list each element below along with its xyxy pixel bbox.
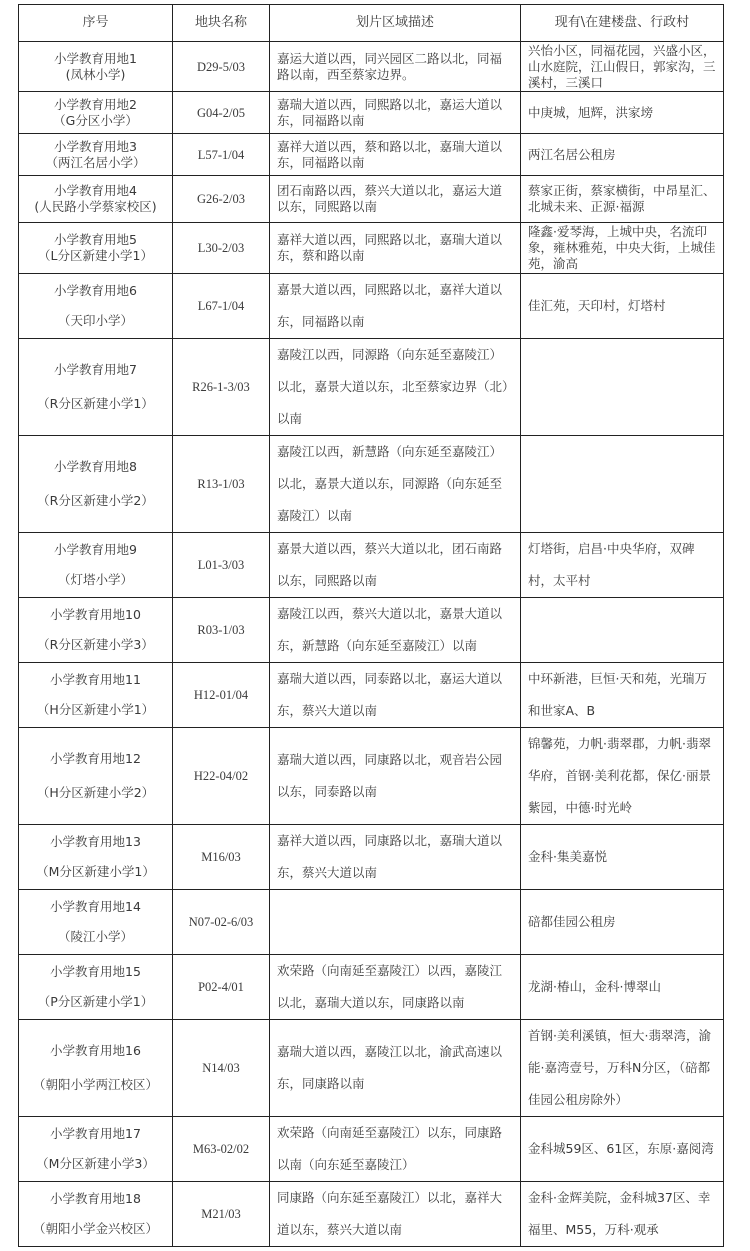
table-row: [19, 436, 724, 533]
plot-seq-label: 小学教育用地10: [50, 607, 141, 622]
estates-cell: 蔡家正街，蔡家横街，中昂星汇、北城未来、正源·福源: [521, 176, 724, 223]
zone-description-cell: 嘉祥大道以西，同熙路以北，嘉瑞大道以东，蔡和路以南: [270, 223, 521, 274]
estates-cell: 灯塔街，启昌·中央华府，双碑村，太平村: [521, 533, 724, 598]
plot-code-cell: M21/03: [173, 1182, 270, 1247]
table-row: [19, 598, 724, 663]
header-estates: 现有\在建楼盘、行政村: [521, 5, 724, 42]
school-name: （两江名居小学）: [45, 154, 146, 170]
plot-code-cell: G04-2/05: [173, 92, 270, 134]
school-name: （朝阳小学金兴校区）: [32, 1221, 158, 1236]
school-name: （R分区新建小学2）: [37, 493, 154, 508]
plot-seq-label: 小学教育用地14: [50, 899, 141, 914]
table-row: [19, 890, 724, 955]
plot-seq-cell: [19, 663, 173, 728]
plot-seq-cell: [19, 339, 173, 436]
table-row: [19, 223, 724, 274]
plot-seq-label: 小学教育用地4: [54, 183, 137, 198]
plot-code-cell: R03-1/03: [173, 598, 270, 663]
school-name: （P分区新建小学1）: [37, 994, 154, 1009]
estates-cell: 兴怡小区，同福花园，兴盛小区，山水庭院，江山假日，郭家沟，三溪村，三溪口: [521, 42, 724, 92]
plot-code-cell: R26-1-3/03: [173, 339, 270, 436]
zone-description-cell: 嘉瑞大道以西，同泰路以北，嘉运大道以东，蔡兴大道以南: [270, 663, 521, 728]
zone-description-cell: 嘉祥大道以西，蔡和路以北，嘉瑞大道以东，同福路以南: [270, 134, 521, 176]
plot-code-cell: M63-02/02: [173, 1117, 270, 1182]
plot-seq-cell: [19, 598, 173, 663]
table-row: [19, 42, 724, 92]
header-seq: 序号: [19, 5, 173, 42]
plot-seq-label: 小学教育用地1: [54, 50, 137, 66]
plot-seq-cell: [19, 955, 173, 1020]
school-name: （M分区新建小学1）: [36, 864, 155, 879]
plot-seq-label: 小学教育用地17: [50, 1126, 141, 1141]
zone-description-cell: 嘉景大道以西，同熙路以北，嘉祥大道以东，同福路以南: [270, 274, 521, 339]
plot-code-cell: L30-2/03: [173, 223, 270, 274]
school-name: （M分区新建小学3）: [36, 1156, 155, 1171]
plot-seq-cell: [19, 176, 173, 223]
table-row: [19, 134, 724, 176]
zone-description-cell: 团石南路以西，蔡兴大道以北，嘉运大道以东，同熙路以南: [270, 176, 521, 223]
estates-cell: [521, 598, 724, 663]
plot-seq-cell: [19, 1117, 173, 1182]
estates-cell: 碚都佳园公租房: [521, 890, 724, 955]
table-row: [19, 533, 724, 598]
table-row: [19, 955, 724, 1020]
table-row: [19, 1117, 724, 1182]
school-name: （R分区新建小学1）: [37, 396, 154, 411]
estates-cell: [521, 436, 724, 533]
estates-cell: 金科城59区、61区，东原·嘉阅湾: [521, 1117, 724, 1182]
plot-code-cell: G26-2/03: [173, 176, 270, 223]
plot-seq-label: 小学教育用地2: [54, 96, 137, 112]
zone-description-cell: [270, 890, 521, 955]
school-name: （L分区新建小学1）: [38, 248, 153, 263]
plot-seq-cell: [19, 274, 173, 339]
zone-description-cell: 嘉陵江以西，蔡兴大道以北，嘉景大道以东，新慧路（向东延至嘉陵江）以南: [270, 598, 521, 663]
table-row: [19, 1182, 724, 1247]
zone-description-cell: 欢荣路（向南延至嘉陵江）以西，嘉陵江以北，嘉瑞大道以东，同康路以南: [270, 955, 521, 1020]
header-plot-name: 地块名称: [173, 5, 270, 42]
table-row: [19, 1020, 724, 1117]
plot-seq-cell: [19, 890, 173, 955]
estates-cell: 金科·集美嘉悦: [521, 825, 724, 890]
plot-code-cell: N14/03: [173, 1020, 270, 1117]
plot-seq-cell: [19, 223, 173, 274]
school-name: （天印小学）: [57, 313, 133, 328]
plot-code-cell: L67-1/04: [173, 274, 270, 339]
school-name: （G分区小学）: [53, 112, 138, 128]
school-name: （朝阳小学两江校区）: [32, 1077, 158, 1092]
zone-description-cell: 嘉陵江以西，新慧路（向东延至嘉陵江）以北，嘉景大道以东，同源路（向东延至嘉陵江）以南: [270, 436, 521, 533]
estates-cell: 两江名居公租房: [521, 134, 724, 176]
estates-cell: [521, 339, 724, 436]
plot-code-cell: P02-4/01: [173, 955, 270, 1020]
plot-seq-cell: [19, 134, 173, 176]
plot-code-cell: L01-3/03: [173, 533, 270, 598]
school-name: (凤林小学): [65, 66, 126, 82]
plot-seq-cell: [19, 1020, 173, 1117]
plot-code-cell: H22-04/02: [173, 728, 270, 825]
plot-seq-cell: [19, 533, 173, 598]
school-name: （H分区新建小学2）: [36, 785, 155, 800]
table-row: [19, 92, 724, 134]
plot-code-cell: N07-02-6/03: [173, 890, 270, 955]
plot-seq-cell: [19, 92, 173, 134]
plot-seq-cell: [19, 42, 173, 92]
school-zoning-table: [18, 4, 724, 1247]
table-row: [19, 663, 724, 728]
plot-seq-label: 小学教育用地6: [54, 283, 137, 298]
table-header-row: [19, 5, 724, 42]
table-row: [19, 176, 724, 223]
plot-seq-cell: [19, 1182, 173, 1247]
table-row: [19, 728, 724, 825]
estates-cell: 中环新港，巨恒·天和苑，光瑞万和世家A、B: [521, 663, 724, 728]
plot-seq-label: 小学教育用地8: [54, 459, 137, 474]
plot-seq-label: 小学教育用地7: [54, 362, 137, 377]
zone-description-cell: 嘉瑞大道以西，同熙路以北，嘉运大道以东，同福路以南: [270, 92, 521, 134]
estates-cell: 锦馨苑，力帆·翡翠郡，力帆·翡翠华府，首钢·美利花都，保亿·丽景紫园，中德·时光岭: [521, 728, 724, 825]
school-name: （H分区新建小学1）: [36, 702, 155, 717]
plot-seq-label: 小学教育用地5: [54, 232, 137, 247]
plot-seq-label: 小学教育用地9: [54, 542, 137, 557]
zone-description-cell: 欢荣路（向南延至嘉陵江）以东，同康路以南（向东延至嘉陵江）: [270, 1117, 521, 1182]
estates-cell: 金科·金辉美院，金科城37区、幸福里、M55，万科·观承: [521, 1182, 724, 1247]
zone-description-cell: 同康路（向东延至嘉陵江）以北，嘉祥大道以东，蔡兴大道以南: [270, 1182, 521, 1247]
zone-description-cell: 嘉瑞大道以西，同康路以北，观音岩公园以东，同泰路以南: [270, 728, 521, 825]
estates-cell: 隆鑫·爱琴海，上城中央，名流印象，雍林雅苑，中央大街，上城佳苑，渝高: [521, 223, 724, 274]
plot-seq-cell: [19, 436, 173, 533]
plot-seq-label: 小学教育用地15: [50, 964, 141, 979]
table-row: [19, 339, 724, 436]
plot-seq-label: 小学教育用地12: [50, 751, 141, 766]
school-name: （R分区新建小学3）: [37, 637, 154, 652]
plot-seq-label: 小学教育用地3: [54, 138, 137, 154]
estates-cell: 佳汇苑，天印村，灯塔村: [521, 274, 724, 339]
zone-description-cell: 嘉瑞大道以西，嘉陵江以北，渝武高速以东，同康路以南: [270, 1020, 521, 1117]
zone-description-cell: 嘉祥大道以西，同康路以北，嘉瑞大道以东，蔡兴大道以南: [270, 825, 521, 890]
plot-code-cell: M16/03: [173, 825, 270, 890]
plot-seq-cell: [19, 825, 173, 890]
plot-seq-label: 小学教育用地16: [50, 1043, 141, 1058]
plot-code-cell: D29-5/03: [173, 42, 270, 92]
zone-description-cell: 嘉陵江以西，同源路（向东延至嘉陵江）以北，嘉景大道以东，北至蔡家边界（北）以南: [270, 339, 521, 436]
plot-code-cell: L57-1/04: [173, 134, 270, 176]
school-name: （陵江小学）: [57, 929, 133, 944]
school-name: (人民路小学蔡家校区): [34, 199, 157, 214]
header-zone-description: 划片区域描述: [270, 5, 521, 42]
plot-code-cell: R13-1/03: [173, 436, 270, 533]
plot-seq-label: 小学教育用地18: [50, 1191, 141, 1206]
plot-seq-label: 小学教育用地13: [50, 834, 141, 849]
zone-description-cell: 嘉运大道以西，同兴园区二路以北，同福路以南，西至蔡家边界。: [270, 42, 521, 92]
plot-seq-label: 小学教育用地11: [50, 672, 141, 687]
estates-cell: 首钢·美利溪镇，恒大·翡翠湾，渝能·嘉湾壹号，万科N分区，（碚都佳园公租房除外）: [521, 1020, 724, 1117]
estates-cell: 龙湖·椿山，金科·博翠山: [521, 955, 724, 1020]
plot-seq-cell: [19, 728, 173, 825]
zone-description-cell: 嘉景大道以西，蔡兴大道以北，团石南路以东，同熙路以南: [270, 533, 521, 598]
school-name: （灯塔小学）: [57, 572, 133, 587]
table-row: [19, 825, 724, 890]
plot-code-cell: H12-01/04: [173, 663, 270, 728]
table-row: [19, 274, 724, 339]
estates-cell: 中庚城，旭辉，洪家塝: [521, 92, 724, 134]
